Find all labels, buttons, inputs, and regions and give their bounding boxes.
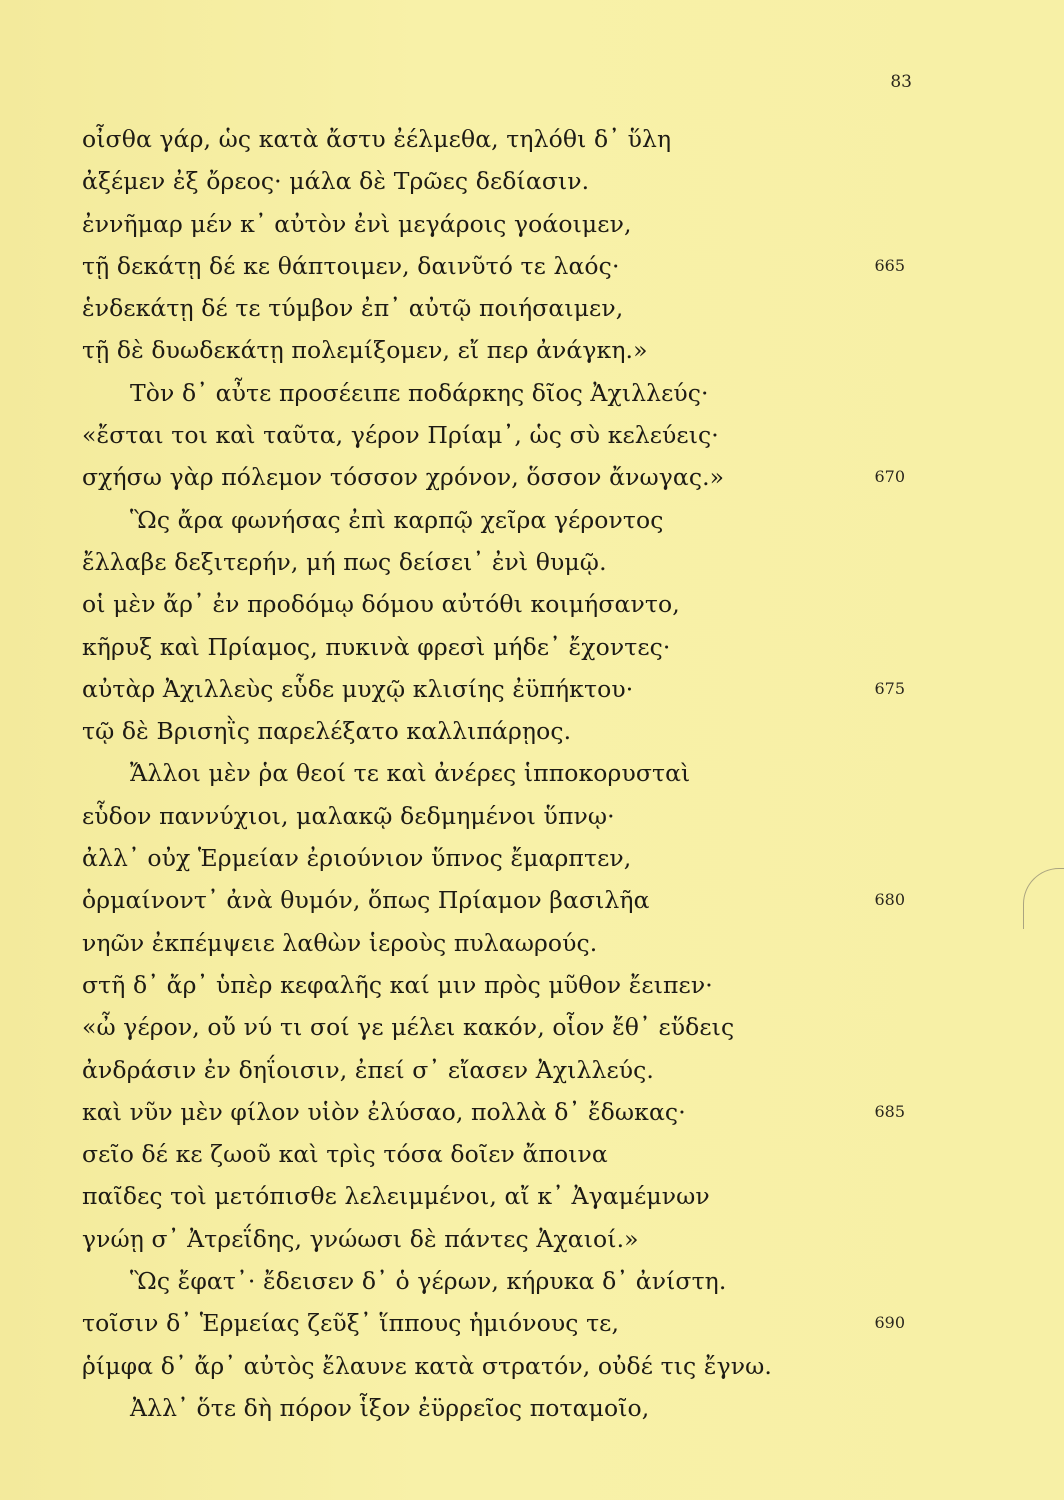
line-number: 665	[874, 255, 905, 275]
verse-text: εὗδον παννύχιοι, μαλακῷ δεδμημένοι ὕπνῳ·	[82, 801, 615, 830]
verse-text: οἱ μὲν ἄρ᾽ ἐν προδόμῳ δόμου αὐτόθι κοιμήσαντο,	[82, 590, 680, 619]
verse-text: σχήσω γὰρ πόλεμον τόσσον χρόνον, ὅσσον ἄνωγας.»	[82, 463, 725, 492]
verse-text: παῖδες τοὶ μετόπισθε λελειμμένοι, αἴ κ᾽ Ἀγαμέμνων	[82, 1182, 710, 1211]
verse-text: καὶ νῦν μὲν φίλον υἱὸν ἐλύσαο, πολλὰ δ᾽ ἔδωκας·	[82, 1097, 686, 1126]
verse-line	[0, 1175, 1064, 1217]
verse-text: τοῖσιν δ᾽ Ἑρμείας ζεῦξ᾽ ἵππους ἡμιόνους τε,	[82, 1309, 620, 1338]
verse-text: τῷ δὲ Βρισηῒς παρελέξατο καλλιπάρῃος.	[82, 717, 572, 746]
verse-line	[0, 626, 1064, 668]
verse-line	[0, 203, 1064, 245]
verse-text: ἀξέμεν ἐξ ὄρεος· μάλα δὲ Τρῶες δεδίασιν.	[82, 167, 590, 196]
line-number: 675	[874, 678, 905, 698]
verse-line	[0, 329, 1064, 371]
verse-text: Ὣς ἄρα φωνήσας ἐπὶ καρπῷ χεῖρα γέροντος	[130, 505, 664, 534]
verse-text: κῆρυξ καὶ Πρίαμος, πυκινὰ φρεσὶ μήδε᾽ ἔχοντες·	[82, 632, 671, 661]
verse-line	[0, 1218, 1064, 1260]
verse-line	[0, 1302, 1064, 1344]
verse-line	[0, 118, 1064, 160]
verse-line	[0, 414, 1064, 456]
verse-text: σεῖο δέ κε ζωοῦ καὶ τρὶς τόσα δοῖεν ἄποινα	[82, 1140, 608, 1169]
line-number: 680	[874, 890, 905, 910]
verse-line	[0, 372, 1064, 414]
verse-text: Ἀλλ᾽ ὅτε δὴ πόρον ἷξον ἐϋρρεῖος ποταμοῖο,	[130, 1393, 650, 1422]
verse-text: ἔλλαβε δεξιτερήν, μή πως δείσει᾽ ἐνὶ θυμῷ.	[82, 547, 607, 576]
verse-line	[0, 245, 1064, 287]
verse-line	[0, 752, 1064, 794]
verse-line	[0, 668, 1064, 710]
verse-line	[0, 1049, 1064, 1091]
verse-text: ἑνδεκάτῃ δέ τε τύμβον ἐπ᾽ αὐτῷ ποιήσαιμεν,	[82, 294, 624, 323]
verse-text: γνώῃ σ᾽ Ἀτρεΐδης, γνώωσι δὲ πάντες Ἀχαιοί.»	[82, 1224, 639, 1253]
verse-line	[0, 1345, 1064, 1387]
verse-text: στῆ δ᾽ ἄρ᾽ ὑπὲρ κεφαλῆς καί μιν πρὸς μῦθον ἔειπεν·	[82, 970, 713, 999]
page-number: 83	[890, 72, 912, 92]
verse-text: «ὦ γέρον, οὔ νύ τι σοί γε μέλει κακόν, οἷον ἔθ᾽ εὕδεις	[82, 1013, 735, 1042]
verse-line	[0, 710, 1064, 752]
verse-line	[0, 879, 1064, 921]
line-number: 670	[874, 467, 905, 487]
line-number: 685	[874, 1101, 905, 1121]
verse-line	[0, 287, 1064, 329]
verse-text: «ἔσται τοι καὶ ταῦτα, γέρον Πρίαμ᾽, ὡς σὺ κελεύεις·	[82, 421, 719, 450]
verse-line	[0, 922, 1064, 964]
verse-text: αὐτὰρ Ἀχιλλεὺς εὗδε μυχῷ κλισίης ἐϋπήκτου·	[82, 674, 634, 703]
verse-text: ἀλλ᾽ οὐχ Ἑρμείαν ἐριούνιον ὕπνος ἔμαρπτεν,	[82, 844, 632, 873]
verse-line	[0, 456, 1064, 498]
verse-text: τῇ δεκάτῃ δέ κε θάπτοιμεν, δαινῦτό τε λαός·	[82, 251, 620, 280]
verse-line	[0, 1387, 1064, 1429]
verse-line	[0, 541, 1064, 583]
verse-text: Τὸν δ᾽ αὖτε προσέειπε ποδάρκης δῖος Ἀχιλλεύς·	[130, 378, 709, 407]
verse-line	[0, 837, 1064, 879]
verse-line	[0, 1091, 1064, 1133]
verse-line	[0, 1133, 1064, 1175]
verse-line	[0, 583, 1064, 625]
verse-lines	[0, 118, 1064, 1429]
verse-text: ἐννῆμαρ μέν κ᾽ αὐτὸν ἐνὶ μεγάροις γοάοιμεν,	[82, 209, 632, 238]
verse-text: ῥίμφα δ᾽ ἄρ᾽ αὐτὸς ἔλαυνε κατὰ στρατόν, οὐδέ τις ἔγνω.	[82, 1351, 772, 1380]
verse-text: Ὣς ἔφατ᾽· ἔδεισεν δ᾽ ὁ γέρων, κήρυκα δ᾽ ἀνίστη.	[130, 1267, 727, 1296]
verse-line	[0, 499, 1064, 541]
verse-line	[0, 1006, 1064, 1048]
verse-line	[0, 964, 1064, 1006]
verse-text: Ἄλλοι μὲν ῥα θεοί τε καὶ ἀνέρες ἱπποκορυσταὶ	[130, 759, 691, 788]
verse-text: νηῶν ἐκπέμψειε λαθὼν ἱεροὺς πυλαωρούς.	[82, 928, 598, 957]
verse-text: ὁρμαίνοντ᾽ ἀνὰ θυμόν, ὅπως Πρίαμον βασιλῆα	[82, 886, 650, 915]
verse-line	[0, 160, 1064, 202]
verse-text: οἶσθα γάρ, ὡς κατὰ ἄστυ ἐέλμεθα, τηλόθι δ᾽ ὕλη	[82, 125, 672, 153]
verse-text: ἀνδράσιν ἐν δηΐοισιν, ἐπεί σ᾽ εἴασεν Ἀχιλλεύς.	[82, 1055, 654, 1084]
line-number: 690	[874, 1313, 905, 1333]
verse-line	[0, 1260, 1064, 1302]
verse-text: τῇ δὲ δυωδεκάτῃ πολεμίξομεν, εἴ περ ἀνάγκη.»	[82, 336, 648, 365]
verse-line	[0, 795, 1064, 837]
